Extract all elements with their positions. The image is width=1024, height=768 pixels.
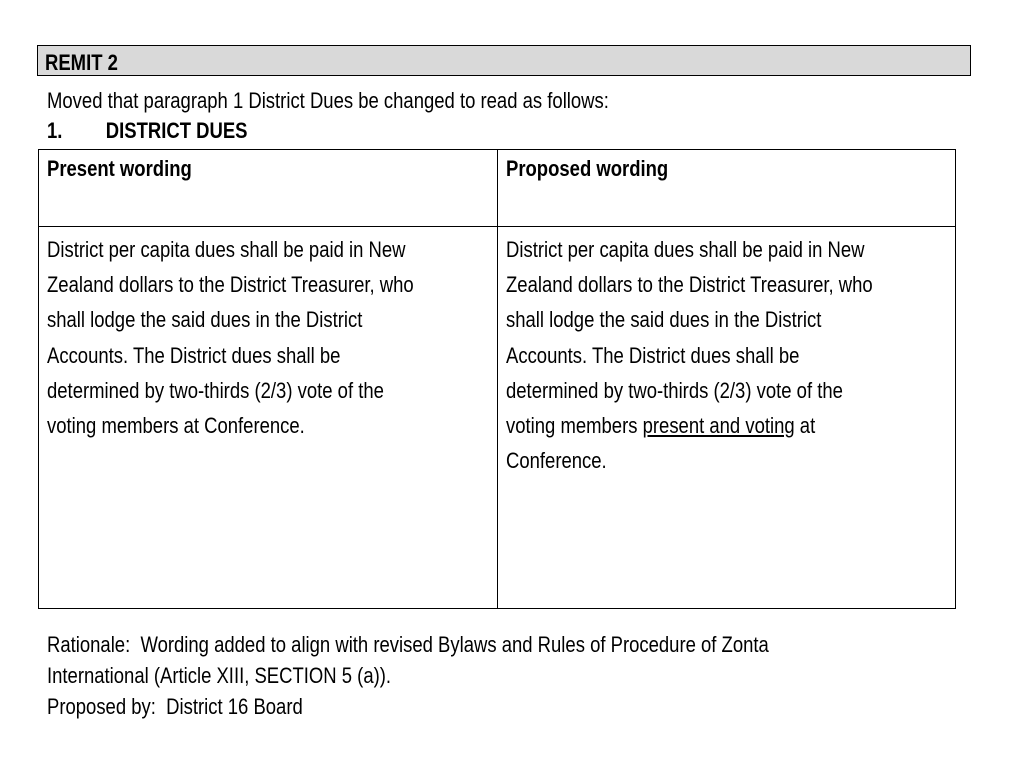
present-line: Accounts. The District dues shall be: [47, 342, 341, 368]
moved-text: Moved that paragraph 1 District Dues be changed to read as follows:: [47, 88, 609, 113]
added-wording-underlined: present and voting: [642, 412, 795, 438]
remit-header: [37, 45, 971, 76]
present-line: shall lodge the said dues in the District: [47, 307, 363, 333]
proposed-wording-cell: [506, 232, 943, 478]
proposed-line: determined by two-thirds (2/3) vote of the: [506, 377, 843, 403]
present-wording-header-text: Present wording: [47, 156, 192, 181]
present-line: voting members at Conference.: [47, 412, 305, 438]
moved-text-line: [47, 88, 716, 114]
wording-comparison-table: [38, 149, 956, 609]
present-line: District per capita dues shall be paid in New: [47, 237, 406, 262]
section-heading: [47, 118, 286, 144]
rationale-line-2: [47, 663, 457, 689]
present-wording-header: [47, 156, 219, 182]
present-line: Zealand dollars to the District Treasurer, who: [47, 272, 414, 298]
present-line: determined by two-thirds (2/3) vote of the: [47, 377, 384, 403]
proposed-wording-header-text: Proposed wording: [506, 156, 669, 181]
proposed-by-line: [47, 694, 351, 720]
section-heading-text: [47, 118, 247, 144]
proposed-line-amended: [506, 408, 943, 443]
present-wording-cell: [47, 232, 484, 443]
proposed-line: Zealand dollars to the District Treasurer, who: [506, 272, 873, 298]
rationale-text-1: Rationale: Wording added to align with revised Bylaws and Rules of Procedure of Zonta: [47, 632, 769, 657]
proposed-line-after: at: [794, 412, 816, 438]
section-title: DISTRICT DUES: [105, 118, 248, 143]
proposed-line: Accounts. The District dues shall be: [506, 342, 800, 368]
proposed-by-text: Proposed by: District 16 Board: [47, 694, 303, 719]
proposed-line: shall lodge the said dues in the District: [506, 307, 822, 333]
proposed-line: District per capita dues shall be paid in New: [506, 237, 865, 262]
rationale-line-1: [47, 632, 906, 658]
proposed-wording-header: [506, 156, 699, 182]
rationale-text-2: International (Article XIII, SECTION 5 (a)).: [47, 663, 392, 688]
remit-title: REMIT 2: [45, 50, 118, 75]
proposed-line: Conference.: [506, 448, 607, 474]
proposed-line-before: voting members: [506, 412, 643, 438]
row-divider: [39, 226, 955, 227]
section-number: 1.: [47, 118, 63, 143]
column-divider: [497, 150, 498, 608]
